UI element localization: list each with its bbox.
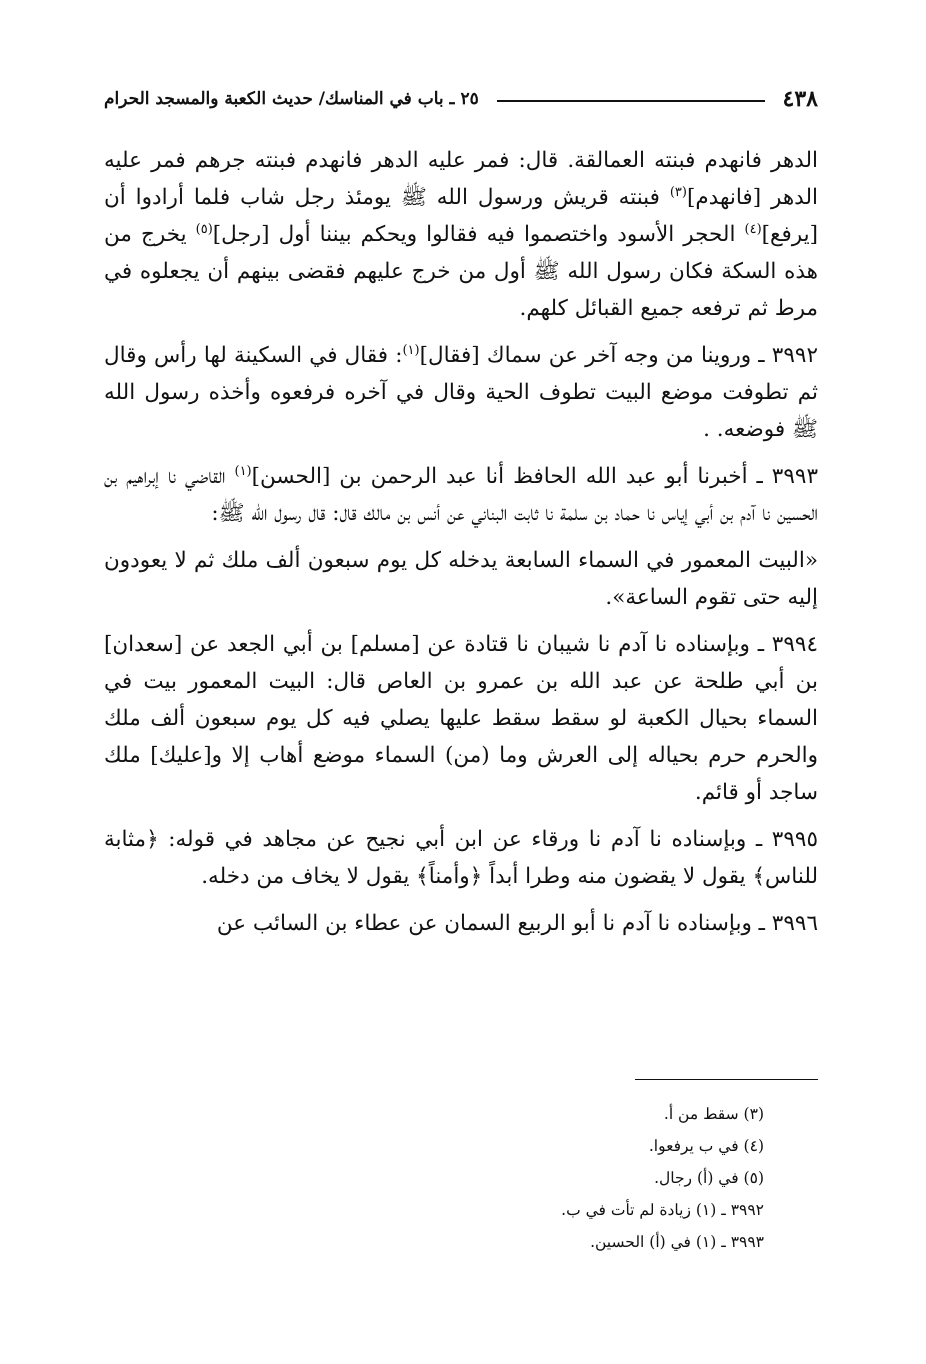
footnote-marker: (٤): [744, 221, 762, 237]
footnote: ٣٩٩٣ ـ (١) في (أ) الحسين.: [590, 1233, 764, 1251]
paragraph-text: يخرج من هذه السكة فكان رسول الله ﷺ أول من خرج عليهم فقضى بينهم أن يجعلوه في مرط ثم ترفعه جميع القبائل كلهم.: [104, 222, 818, 321]
paragraph-text: ٣٩٩٢ ـ وروينا من وجه آخر عن سماك [فقال]: [419, 343, 818, 368]
paragraph-text: ٣٩٩٥ ـ وبإسناده نا آدم نا ورقاء عن ابن أبي نجيح عن مجاهد في قوله: ﴿مثابة للناس﴾ يقول لا يقضون منه وطرا أبداً ﴿وأمناً﴾ يقول لا يخاف من دخله.: [104, 827, 818, 889]
paragraph-text: «البيت المعمور في السماء السابعة يدخله كل يوم سبعون ألف ملك ثم لا يعودون إليه حتى تقوم الساعة».: [104, 548, 818, 610]
page-body: [104, 142, 818, 952]
paragraph-text: الدهر فانهدم فبنته العمالقة. قال: فمر عليه الدهر فانهدم فبنته جرهم فمر عليه الدهر [فانهدم]: [104, 148, 818, 210]
paragraph-text: ٣٩٩٦ ـ وبإسناده نا آدم نا أبو الربيع السمان عن عطاء بن السائب عن: [216, 911, 818, 936]
paragraph: [104, 626, 818, 811]
footnote-marker: (١): [234, 463, 252, 479]
paragraph-text: الحجر الأسود واختصموا فيه فقالوا ويحكم بيننا أول [رجل]: [212, 222, 745, 247]
footnote: (٤) في ب يرفعوا.: [648, 1137, 764, 1155]
paragraph: [104, 905, 818, 942]
paragraph-text: ٣٩٩٣ ـ أخبرنا أبو عبد الله الحافظ أنا عبد الرحمن بن [الحسن]: [251, 464, 818, 489]
footnotes: [104, 1098, 764, 1258]
paragraph: [104, 337, 818, 448]
footnote-marker: (١): [402, 342, 420, 358]
paragraph: [104, 458, 818, 532]
paragraph-text: القاضي نا إبراهيم بن الحسين نا آدم بن أبي إياس نا حماد بن سلمة نا ثابت البناني عن أنس بن مالك قال: قال رسول الله ﷺ:: [104, 464, 818, 526]
page-number: ٤٣٨: [782, 86, 818, 112]
header-rule: [497, 100, 765, 102]
footnote-marker: (٣): [669, 184, 687, 200]
paragraph-text: : فقال في السكينة لها رأس وقال ثم تطوفت موضع البيت تطوف الحية وقال في آخره فرفعوه وأخذه رسول الله ﷺ فوضعه. .: [104, 343, 818, 442]
paragraph: [104, 542, 818, 616]
paragraph: [104, 142, 818, 327]
paragraph: [104, 821, 818, 895]
paragraph-text: ٣٩٩٤ ـ وبإسناده نا آدم نا شيبان نا قتادة عن [مسلم] بن أبي الجعد عن [سعدان] بن أبي طلحة عن عبد الله بن عمرو بن العاص قال: البيت المعمور بيت في السماء بحيال الكعبة لو سقط سقط عليها يصلي فيه كل يوم سبعون ألف ملك والحرم حرم بحياله إلى العرش وما (من) السماء موضع أهاب إلا و[عليك] ملك ساجد أو قائم.: [104, 632, 818, 805]
footnote-marker: (٥): [195, 221, 213, 237]
footnote-separator: [635, 1079, 818, 1080]
footnote: (٥) في (أ) رجال.: [654, 1169, 764, 1187]
page-header: [104, 82, 818, 116]
footnote: (٣) سقط من أ.: [663, 1105, 764, 1123]
paragraph-text: فبنته قريش ورسول الله ﷺ يومئذ رجل شاب فلما أرادوا أن [يرفع]: [104, 185, 818, 247]
running-title: ٢٥ ـ باب في المناسك/ حديث الكعبة والمسجد الحرام: [104, 89, 479, 109]
footnote: ٣٩٩٢ ـ (١) زيادة لم تأت في ب.: [561, 1201, 764, 1219]
